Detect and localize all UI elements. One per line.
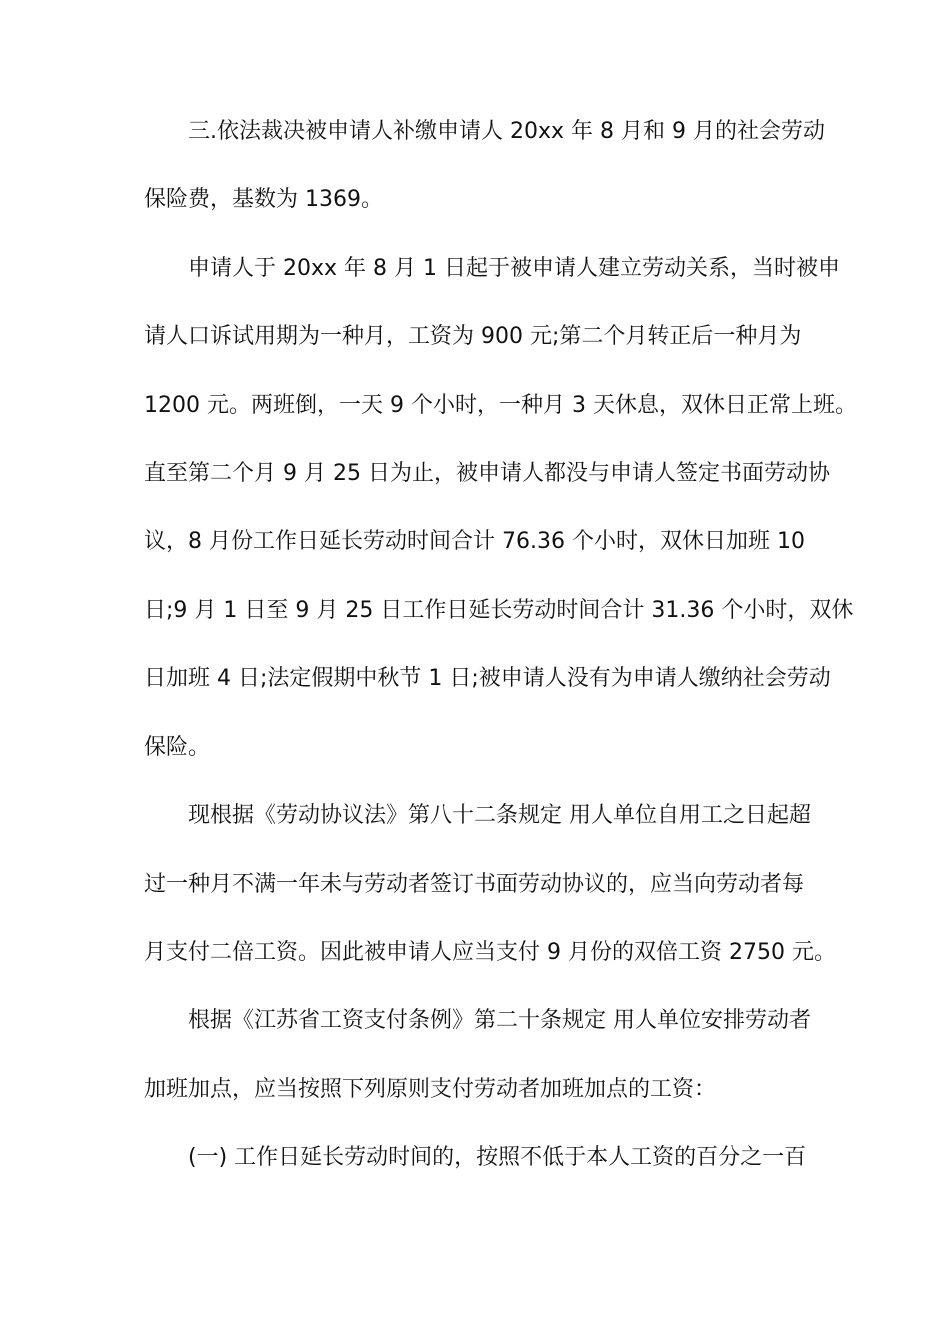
- paragraph-line: 1200 元。两班倒，一天 9 个小时，一种月 3 天休息，双休日正常上班。: [144, 393, 857, 418]
- paragraph-line: 日加班 4 日;法定假期中秋节 1 日;被申请人没有为申请人缴纳社会劳动: [144, 666, 831, 691]
- paragraph-line: 过一种月不满一年未与劳动者签订书面劳动协议的，应当向劳动者每: [144, 872, 805, 897]
- paragraph-line: 保险。: [144, 735, 211, 760]
- paragraph-line: 日;9 月 1 日至 9 月 25 日工作日延长劳动时间合计 31.36 个小时，双休: [144, 598, 854, 623]
- paragraph-line: 申请人于 20xx 年 8 月 1 日起于被申请人建立劳动关系，当时被申: [188, 256, 840, 281]
- paragraph-line: 根据《江苏省工资支付条例》第二十条规定 用人单位安排劳动者: [188, 1008, 811, 1033]
- paragraph-line: 保险费，基数为 1369。: [144, 187, 383, 212]
- paragraph-line: 三.依法裁决被申请人补缴申请人 20xx 年 8 月和 9 月的社会劳动: [188, 119, 825, 144]
- paragraph-line: 月支付二倍工资。因此被申请人应当支付 9 月份的双倍工资 2750 元。: [144, 940, 836, 965]
- paragraph-line: (一) 工作日延长劳动时间的，按照不低于本人工资的百分之一百: [188, 1145, 807, 1170]
- paragraph-line: 现根据《劳动协议法》第八十二条规定 用人单位自用工之日起超: [188, 803, 811, 828]
- paragraph-line: 议，8 月份工作日延长劳动时间合计 76.36 个小时，双休日加班 10: [144, 529, 805, 554]
- paragraph-line: 加班加点，应当按照下列原则支付劳动者加班加点的工资：: [144, 1077, 717, 1102]
- paragraph-line: 直至第二个月 9 月 25 日为止，被申请人都没与申请人签定书面劳动协: [144, 461, 830, 486]
- paragraph-line: 请人口诉试用期为一种月，工资为 900 元;第二个月转正后一种月为: [144, 324, 802, 349]
